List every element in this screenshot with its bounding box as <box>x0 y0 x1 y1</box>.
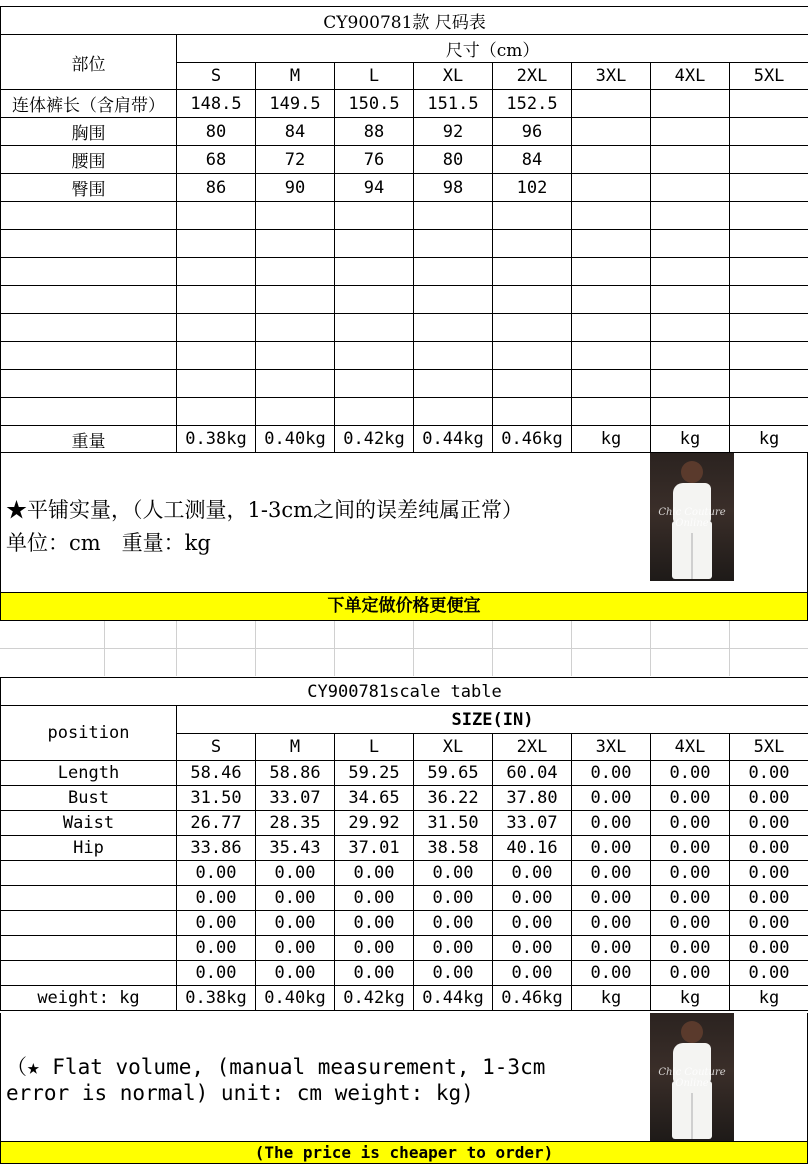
table-row <box>1 836 808 861</box>
table-cell: 0.00 <box>651 961 730 986</box>
empty-cell <box>256 398 335 426</box>
table-cell: 86 <box>177 174 256 202</box>
row-label: Hip <box>1 836 177 861</box>
table-cell <box>572 118 651 146</box>
table-cell: 0.00 <box>256 936 335 961</box>
empty-cell <box>493 370 572 398</box>
size-chart-en <box>0 677 808 1011</box>
empty-cell <box>1 286 177 314</box>
table-row <box>1 961 808 986</box>
empty-cell <box>730 286 808 314</box>
table-cell: 0.00 <box>651 886 730 911</box>
empty-cell <box>414 342 493 370</box>
table-cell: 0.00 <box>256 911 335 936</box>
table-cell: 0.00 <box>256 961 335 986</box>
size-label: S <box>177 734 256 761</box>
table-row <box>1 861 808 886</box>
empty-row <box>1 230 808 258</box>
position-header: 部位 <box>1 35 177 90</box>
table-cell: 0.00 <box>256 861 335 886</box>
table-cell: 148.5 <box>177 90 256 118</box>
empty-cell <box>572 370 651 398</box>
product-photo-en <box>650 1013 734 1141</box>
empty-cell <box>335 342 414 370</box>
table-cell: 58.86 <box>256 761 335 786</box>
empty-cell <box>414 230 493 258</box>
weight-cell: kg <box>572 426 651 453</box>
empty-row <box>1 202 808 230</box>
table-cell: 150.5 <box>335 90 414 118</box>
table-cell: 0.00 <box>493 886 572 911</box>
table-cell: 60.04 <box>493 761 572 786</box>
size-label: L <box>335 734 414 761</box>
empty-cell <box>730 398 808 426</box>
table-cell: 0.00 <box>730 836 808 861</box>
table-cell: 80 <box>414 146 493 174</box>
empty-cell <box>177 398 256 426</box>
empty-cell <box>1 314 177 342</box>
empty-cell <box>651 314 730 342</box>
empty-cell <box>730 342 808 370</box>
table-cell: 98 <box>414 174 493 202</box>
table-cell: 0.00 <box>572 811 651 836</box>
order-banner-en: (The price is cheaper to order) <box>0 1141 808 1164</box>
empty-cell <box>572 398 651 426</box>
empty-cell <box>256 370 335 398</box>
empty-cell <box>1 370 177 398</box>
table-cell: 0.00 <box>493 911 572 936</box>
weight-cell: 0.44kg <box>414 426 493 453</box>
table-cell: 0.00 <box>414 961 493 986</box>
empty-cell <box>651 398 730 426</box>
table-cell: 0.00 <box>414 936 493 961</box>
weight-cell: 0.38kg <box>177 986 256 1011</box>
table-row <box>1 786 808 811</box>
table-cell <box>651 90 730 118</box>
table-cell <box>730 90 808 118</box>
empty-cell <box>177 286 256 314</box>
product-photo <box>650 453 734 581</box>
weight-cell: kg <box>730 426 808 453</box>
weight-cell: 0.42kg <box>335 986 414 1011</box>
note-line-2: 单位：cm 重量：kg <box>6 531 211 555</box>
empty-cell <box>414 286 493 314</box>
empty-cell <box>177 202 256 230</box>
empty-cell <box>335 202 414 230</box>
empty-cell <box>177 314 256 342</box>
chart-title: CY900781款 尺码表 <box>1 7 808 35</box>
table-cell: 0.00 <box>572 861 651 886</box>
table-cell: 0.00 <box>651 861 730 886</box>
empty-cell <box>730 370 808 398</box>
table-cell: 0.00 <box>730 811 808 836</box>
empty-row <box>1 370 808 398</box>
table-cell: 0.00 <box>177 861 256 886</box>
empty-cell <box>572 286 651 314</box>
empty-row <box>1 258 808 286</box>
weight-cell: kg <box>572 986 651 1011</box>
row-label: 臀围 <box>1 174 177 202</box>
table-cell: 0.00 <box>651 786 730 811</box>
table-cell: 152.5 <box>493 90 572 118</box>
row-label <box>1 961 177 986</box>
table-cell: 84 <box>256 118 335 146</box>
table-cell: 0.00 <box>335 886 414 911</box>
size-label: 2XL <box>493 734 572 761</box>
table-cell: 0.00 <box>335 911 414 936</box>
table-cell <box>651 118 730 146</box>
size-label: S <box>177 63 256 90</box>
size-label: 5XL <box>730 63 808 90</box>
size-chart-cn <box>0 6 808 453</box>
empty-cell <box>256 314 335 342</box>
weight-cell: 0.46kg <box>493 986 572 1011</box>
table-cell: 0.00 <box>651 836 730 861</box>
size-label: M <box>256 63 335 90</box>
size-label: XL <box>414 734 493 761</box>
table-cell: 0.00 <box>730 911 808 936</box>
note-line-1: ★平铺实量，（人工测量，1-3cm之间的误差纯属正常） <box>6 498 523 522</box>
table-cell: 0.00 <box>335 861 414 886</box>
empty-row <box>1 314 808 342</box>
table-cell: 0.00 <box>493 961 572 986</box>
empty-cell <box>493 202 572 230</box>
empty-cell <box>572 258 651 286</box>
empty-cell <box>177 230 256 258</box>
table-row <box>1 911 808 936</box>
empty-cell <box>335 230 414 258</box>
table-cell: 90 <box>256 174 335 202</box>
empty-cell <box>335 258 414 286</box>
table-cell: 151.5 <box>414 90 493 118</box>
empty-cell <box>335 370 414 398</box>
empty-cell <box>414 258 493 286</box>
table-cell: 37.01 <box>335 836 414 861</box>
table-cell: 33.07 <box>256 786 335 811</box>
row-label <box>1 936 177 961</box>
row-label: Bust <box>1 786 177 811</box>
size-label: 3XL <box>572 63 651 90</box>
row-label: 腰围 <box>1 146 177 174</box>
row-label <box>1 886 177 911</box>
table-cell: 0.00 <box>414 886 493 911</box>
table-cell: 0.00 <box>730 936 808 961</box>
table-cell: 149.5 <box>256 90 335 118</box>
note-box-cn <box>0 453 808 593</box>
table-cell <box>572 90 651 118</box>
empty-cell <box>177 370 256 398</box>
empty-cell <box>651 258 730 286</box>
empty-cell <box>493 342 572 370</box>
empty-cell <box>414 314 493 342</box>
table-cell: 0.00 <box>572 761 651 786</box>
empty-cell <box>730 230 808 258</box>
table-cell: 0.00 <box>177 911 256 936</box>
table-cell: 0.00 <box>730 861 808 886</box>
empty-cell <box>414 398 493 426</box>
empty-cell <box>572 314 651 342</box>
table-cell: 0.00 <box>572 961 651 986</box>
table-row <box>1 811 808 836</box>
table-cell: 59.25 <box>335 761 414 786</box>
weight-cell: kg <box>730 986 808 1011</box>
table-cell: 31.50 <box>414 811 493 836</box>
weight-label-en: weight: kg <box>1 986 177 1011</box>
table-cell <box>651 146 730 174</box>
size-label: 2XL <box>493 63 572 90</box>
note-box-en <box>0 1013 808 1142</box>
table-cell: 84 <box>493 146 572 174</box>
row-label: Length <box>1 761 177 786</box>
table-cell <box>730 146 808 174</box>
table-row <box>1 90 808 118</box>
table-cell: 29.92 <box>335 811 414 836</box>
table-cell: 88 <box>335 118 414 146</box>
empty-cell <box>572 342 651 370</box>
weight-cell: 0.44kg <box>414 986 493 1011</box>
table-cell: 72 <box>256 146 335 174</box>
empty-cell <box>414 202 493 230</box>
table-row <box>1 886 808 911</box>
table-cell: 76 <box>335 146 414 174</box>
size-header-en: SIZE(IN) <box>177 706 808 734</box>
empty-cell <box>651 286 730 314</box>
position-header-en: position <box>1 706 177 761</box>
table-cell <box>572 174 651 202</box>
weight-cell: 0.46kg <box>493 426 572 453</box>
table-cell: 68 <box>177 146 256 174</box>
empty-cell <box>335 398 414 426</box>
row-label <box>1 861 177 886</box>
table-cell: 102 <box>493 174 572 202</box>
empty-cell <box>256 258 335 286</box>
table-row <box>1 146 808 174</box>
empty-cell <box>572 202 651 230</box>
empty-cell <box>177 342 256 370</box>
table-row <box>1 936 808 961</box>
table-cell <box>730 118 808 146</box>
empty-cell <box>493 230 572 258</box>
table-cell: 59.65 <box>414 761 493 786</box>
empty-row <box>1 286 808 314</box>
empty-cell <box>256 230 335 258</box>
empty-cell <box>730 258 808 286</box>
empty-cell <box>1 342 177 370</box>
table-cell: 0.00 <box>651 761 730 786</box>
table-cell: 0.00 <box>730 961 808 986</box>
spreadsheet-gridlines <box>0 621 808 676</box>
size-label: 5XL <box>730 734 808 761</box>
table-cell: 0.00 <box>730 886 808 911</box>
empty-cell <box>572 230 651 258</box>
table-cell: 26.77 <box>177 811 256 836</box>
empty-cell <box>651 370 730 398</box>
weight-cell: 0.38kg <box>177 426 256 453</box>
empty-cell <box>335 314 414 342</box>
table-cell: 0.00 <box>493 861 572 886</box>
weight-cell: kg <box>651 426 730 453</box>
empty-cell <box>493 286 572 314</box>
empty-cell <box>730 314 808 342</box>
size-label: M <box>256 734 335 761</box>
table-cell: 0.00 <box>572 886 651 911</box>
table-row <box>1 761 808 786</box>
table-cell: 0.00 <box>651 911 730 936</box>
empty-cell <box>1 230 177 258</box>
empty-row <box>1 342 808 370</box>
empty-cell <box>335 286 414 314</box>
table-cell: 0.00 <box>730 786 808 811</box>
row-label: Waist <box>1 811 177 836</box>
table-cell: 37.80 <box>493 786 572 811</box>
table-cell: 36.22 <box>414 786 493 811</box>
watermark-en: Chic Couture Online <box>658 1067 726 1089</box>
table-cell: 28.35 <box>256 811 335 836</box>
table-cell: 0.00 <box>414 911 493 936</box>
table-cell: 0.00 <box>177 936 256 961</box>
table-cell: 33.86 <box>177 836 256 861</box>
table-cell: 0.00 <box>177 886 256 911</box>
empty-cell <box>177 258 256 286</box>
empty-cell <box>256 286 335 314</box>
table-cell: 0.00 <box>414 861 493 886</box>
size-label: 4XL <box>651 734 730 761</box>
row-label: 连体裤长（含肩带） <box>1 90 177 118</box>
table-cell: 58.46 <box>177 761 256 786</box>
table-row <box>1 174 808 202</box>
table-cell: 0.00 <box>177 961 256 986</box>
chart-title-en: CY900781scale table <box>1 678 808 706</box>
empty-cell <box>651 202 730 230</box>
row-label <box>1 911 177 936</box>
table-cell: 34.65 <box>335 786 414 811</box>
table-cell: 0.00 <box>572 836 651 861</box>
row-label: 胸围 <box>1 118 177 146</box>
table-row <box>1 118 808 146</box>
empty-cell <box>730 202 808 230</box>
table-cell: 33.07 <box>493 811 572 836</box>
size-label: L <box>335 63 414 90</box>
table-cell: 80 <box>177 118 256 146</box>
empty-row <box>1 398 808 426</box>
empty-cell <box>493 258 572 286</box>
table-cell: 0.00 <box>335 936 414 961</box>
size-label: XL <box>414 63 493 90</box>
empty-cell <box>1 398 177 426</box>
empty-cell <box>256 342 335 370</box>
weight-cell: 0.42kg <box>335 426 414 453</box>
weight-label: 重量 <box>1 426 177 453</box>
note-line-2-en: error is normal) unit: cm weight: kg) <box>6 1081 474 1105</box>
table-cell: 31.50 <box>177 786 256 811</box>
table-cell: 0.00 <box>493 936 572 961</box>
note-line-1-en: （★ Flat volume, (manual measurement, 1-3cm <box>6 1055 546 1079</box>
table-cell: 38.58 <box>414 836 493 861</box>
table-cell: 0.00 <box>572 911 651 936</box>
weight-cell: 0.40kg <box>256 986 335 1011</box>
empty-cell <box>256 202 335 230</box>
weight-cell: 0.40kg <box>256 426 335 453</box>
table-cell: 35.43 <box>256 836 335 861</box>
size-label: 3XL <box>572 734 651 761</box>
table-cell: 0.00 <box>572 936 651 961</box>
watermark: Chic Couture Online <box>658 507 726 529</box>
table-cell <box>730 174 808 202</box>
table-cell: 0.00 <box>256 886 335 911</box>
table-cell: 40.16 <box>493 836 572 861</box>
table-cell: 0.00 <box>335 961 414 986</box>
table-cell <box>651 174 730 202</box>
table-cell: 0.00 <box>651 936 730 961</box>
empty-cell <box>493 398 572 426</box>
empty-cell <box>1 258 177 286</box>
table-cell: 94 <box>335 174 414 202</box>
table-cell: 0.00 <box>651 811 730 836</box>
table-cell: 92 <box>414 118 493 146</box>
order-banner-cn: 下单定做价格更便宜 <box>0 592 808 621</box>
empty-cell <box>493 314 572 342</box>
empty-cell <box>651 342 730 370</box>
table-cell: 96 <box>493 118 572 146</box>
empty-cell <box>1 202 177 230</box>
table-cell: 0.00 <box>572 786 651 811</box>
empty-cell <box>651 230 730 258</box>
size-label: 4XL <box>651 63 730 90</box>
table-cell: 0.00 <box>730 761 808 786</box>
table-cell <box>572 146 651 174</box>
weight-cell: kg <box>651 986 730 1011</box>
empty-cell <box>414 370 493 398</box>
size-header: 尺寸（cm） <box>177 35 808 63</box>
